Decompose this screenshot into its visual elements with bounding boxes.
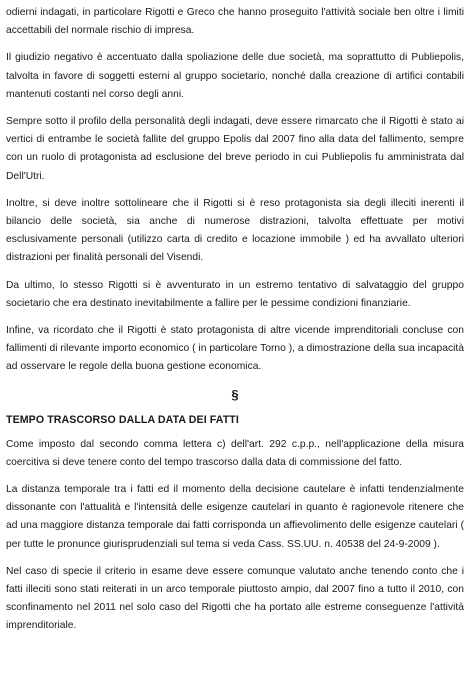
paragraph-illeciti-bilancio: Inoltre, si deve inoltre sottolineare che il Rigotti si è reso protagonista sia degli illeciti inerenti il bilancio delle società, sia anche di numerose distrazioni, talvolta effettuate per motivi esclusivamente personali (utilizzo carta di credito e locazione immobile ) ed ha avvallato ulteriori distrazioni per finalità personali del Visendi. [6, 197, 464, 264]
section-symbol: § [231, 386, 239, 402]
paragraph-personalita-indagati: Sempre sotto il profilo della personalità degli indagati, deve essere rimarcato che il Rigotti è stato ai vertici di entrambe le società fallite del gruppo Epolis dal 2007 fino alla data del fallimento, sempre con un ruolo di protagonista ad esclusione del breve periodo in cui Publiepolis fu amministrata dal Dell'Utri. [6, 116, 464, 182]
paragraph-continuation: odierni indagati, in particolare Rigotti e Greco che hanno proseguito l'attività sociale ben oltre i limiti accettabili del normale rischio di impresa. [6, 7, 464, 37]
paragraph-distanza-temporale: La distanza temporale tra i fatti ed il momento della decisione cautelare è infatti tendenzialmente dissonante con l'attualità e l'intensità delle esigenze cautelari in quanto è ragionevole ritenere che ad una maggiore distanza temporale dai fatti corrisponda un affievolimento delle esigenze cautelari ( per tutte le pronunce giurisprudenziali sul tema si veda Cass. SS.UU. n. 40538 del 24-9-2009 ). [6, 484, 464, 550]
paragraph-altre-vicende: Infine, va ricordato che il Rigotti è stato protagonista di altre vicende imprenditoriali concluse con fallimenti di rilevante importo economico ( in particolare Torno ), a dimostrazione della sua incapacità ad osservare le regole della buona gestione economica. [6, 325, 464, 373]
document-page [6, 4, 464, 636]
paragraph-tentativo-salvataggio: Da ultimo, lo stesso Rigotti si è avventurato in un estremo tentativo di salvataggio del gruppo societario che era destinato inevitabilmente a fallire per le pessime condizioni finanziarie. [6, 279, 464, 309]
paragraph-caso-di-specie: Nel caso di specie il criterio in esame deve essere comunque valutato anche tenendo conto che i fatti illeciti sono stati reiterati in un arco temporale piuttosto ampio, dal 2007 fino a tutto il 2010, con sconfinamento nel 2011 nel solo caso del Rigotti che ha portato alle estreme conseguenze l'attività imprenditoriale. [6, 565, 464, 632]
paragraph-art-292: Come imposto dal secondo comma lettera c) dell'art. 292 c.p.p., nell'applicazione della misura coercitiva si deve tenere conto del tempo trascorso dalla data di commissione del fatto. [6, 438, 464, 468]
paragraph-giudizio-negativo: Il giudizio negativo è accentuato dalla spoliazione delle due società, ma soprattutto di Publiepolis, talvolta in favore di soggetti esterni al gruppo societario, nonché dalla creazione di artifici contabili mantenuti costanti nel corso degli anni. [6, 52, 464, 100]
section-heading: TEMPO TRASCORSO DALLA DATA DEI FATTI [6, 413, 239, 426]
